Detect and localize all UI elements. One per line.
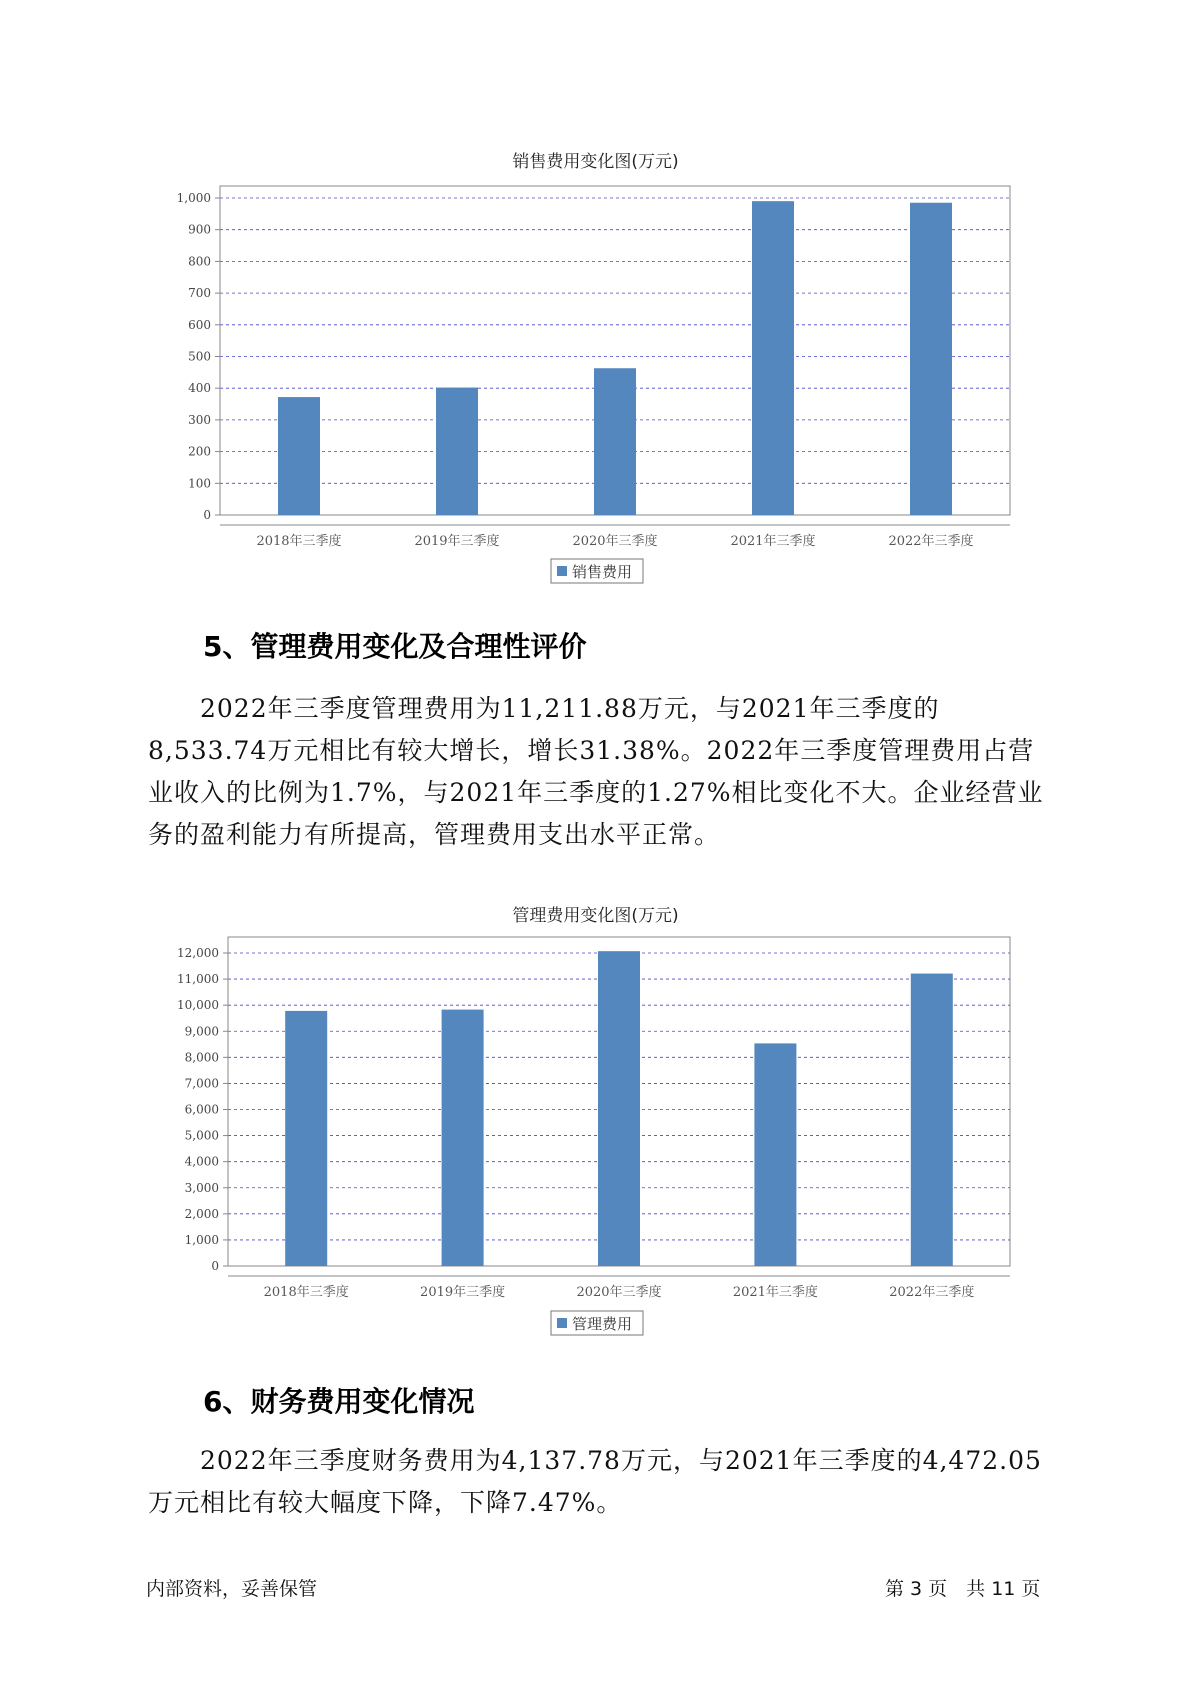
x-tick-label: 2018年三季度: [256, 534, 342, 549]
legend-label: 销售费用: [572, 563, 633, 581]
x-tick-label: 2018年三季度: [263, 1285, 349, 1300]
y-tick-label: 7,000: [184, 1076, 219, 1091]
section-5-text: 2022年三季度管理费用为11,211.88万元，与2021年三季度的8,533.74万元相比有较大增长，增长31.38%。2022年三季度管理费用占营业收入的比例为1.7%，与2021年三季度的1.27%相比变化不大。企业经营业务的盈利能力有所提高，管理费用支出水平正常。: [148, 694, 1044, 849]
y-tick-label: 10,000: [177, 998, 219, 1013]
section-6-paragraph: [148, 1440, 1048, 1530]
y-tick-label: 4,000: [184, 1154, 219, 1169]
y-tick-label: 400: [188, 381, 211, 396]
bar: [442, 1010, 484, 1266]
y-tick-label: 800: [188, 254, 211, 269]
y-tick-label: 0: [211, 1259, 219, 1273]
y-tick-label: 200: [188, 444, 211, 459]
footer-confidential: 内部资料，妥善保管: [146, 1578, 318, 1600]
y-tick-label: 12,000: [177, 946, 219, 960]
chart-title-sales: 销售费用变化图(万元): [512, 152, 679, 172]
y-tick-label: 500: [188, 349, 211, 364]
legend-label: 管理费用: [572, 1315, 633, 1333]
y-tick-label: 1,000: [176, 191, 211, 205]
y-tick-label: 3,000: [184, 1180, 219, 1195]
y-tick-label: 6,000: [184, 1102, 219, 1117]
x-tick-label: 2022年三季度: [889, 1285, 975, 1300]
x-tick-label: 2020年三季度: [572, 534, 658, 549]
x-tick-label: 2021年三季度: [730, 534, 816, 549]
x-tick-label: 2019年三季度: [420, 1285, 506, 1300]
bar: [285, 1011, 327, 1266]
y-tick-label: 700: [188, 286, 211, 301]
chart-title-admin: 管理费用变化图(万元): [512, 906, 679, 926]
section-6-text: 2022年三季度财务费用为4,137.78万元，与2021年三季度的4,472.05万元相比有较大幅度下降，下降7.47%。: [148, 1446, 1042, 1517]
bar: [598, 951, 640, 1266]
bar: [911, 974, 953, 1266]
footer-page-number: 第 3 页 共 11 页: [885, 1578, 1041, 1600]
y-tick-label: 100: [188, 476, 211, 491]
x-tick-label: 2021年三季度: [732, 1285, 818, 1300]
y-tick-label: 300: [188, 412, 211, 427]
y-tick-label: 9,000: [184, 1024, 219, 1039]
y-tick-label: 900: [188, 222, 211, 237]
bar: [754, 1043, 796, 1266]
y-tick-label: 0: [203, 508, 211, 522]
section-6-heading: 6、财务费用变化情况: [203, 1385, 475, 1418]
x-tick-label: 2019年三季度: [414, 534, 500, 549]
x-tick-label: 2022年三季度: [888, 534, 974, 549]
section-5-heading: 5、管理费用变化及合理性评价: [203, 630, 587, 663]
y-tick-label: 11,000: [177, 972, 219, 987]
y-tick-label: 8,000: [184, 1050, 219, 1065]
y-tick-label: 600: [188, 317, 211, 332]
legend-swatch: [557, 1318, 567, 1328]
y-tick-label: 1,000: [184, 1232, 219, 1247]
y-tick-label: 5,000: [184, 1128, 219, 1143]
y-tick-label: 2,000: [184, 1206, 219, 1221]
x-tick-label: 2020年三季度: [576, 1285, 662, 1300]
